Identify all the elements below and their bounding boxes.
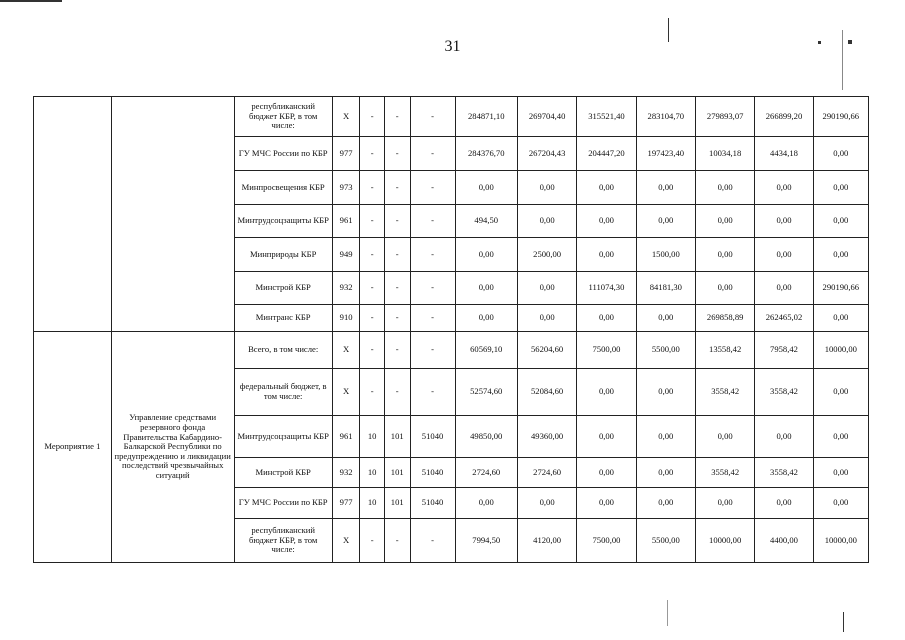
scan-artifact bbox=[668, 18, 669, 42]
expense-type-code-cell: - bbox=[410, 519, 455, 563]
value-cell: 0,00 bbox=[636, 369, 695, 416]
measure-cell: Мероприятие 1 bbox=[34, 332, 112, 563]
value-cell: 494,50 bbox=[455, 205, 517, 238]
section-code-cell: - bbox=[360, 137, 385, 171]
value-cell: 0,00 bbox=[636, 416, 695, 458]
value-cell: 0,00 bbox=[755, 416, 813, 458]
value-cell: 290190,66 bbox=[813, 97, 868, 137]
expense-type-code-cell: - bbox=[410, 205, 455, 238]
value-cell: 0,00 bbox=[577, 416, 636, 458]
value-cell: 197423,40 bbox=[636, 137, 695, 171]
value-cell: 0,00 bbox=[755, 488, 813, 519]
table-row bbox=[34, 97, 869, 137]
value-cell: 2500,00 bbox=[517, 238, 576, 272]
value-cell: 0,00 bbox=[813, 238, 868, 272]
section-code-cell: - bbox=[360, 305, 385, 332]
grbs-code-cell: X bbox=[332, 97, 360, 137]
scan-artifact bbox=[818, 41, 821, 44]
target-item-code-cell: - bbox=[384, 519, 410, 563]
value-cell: 0,00 bbox=[636, 205, 695, 238]
section-code-cell: 10 bbox=[360, 458, 385, 488]
expense-type-code-cell: 51040 bbox=[410, 416, 455, 458]
value-cell: 0,00 bbox=[695, 416, 754, 458]
value-cell: 290190,66 bbox=[813, 272, 868, 305]
value-cell: 10034,18 bbox=[695, 137, 754, 171]
grbs-code-cell: X bbox=[332, 332, 360, 369]
target-item-code-cell: 101 bbox=[384, 488, 410, 519]
value-cell: 111074,30 bbox=[577, 272, 636, 305]
section-code-cell: 10 bbox=[360, 488, 385, 519]
value-cell: 0,00 bbox=[636, 458, 695, 488]
value-cell: 0,00 bbox=[577, 205, 636, 238]
value-cell: 269704,40 bbox=[517, 97, 576, 137]
value-cell: 0,00 bbox=[577, 238, 636, 272]
value-cell: 49360,00 bbox=[517, 416, 576, 458]
value-cell: 7500,00 bbox=[577, 519, 636, 563]
value-cell: 7958,42 bbox=[755, 332, 813, 369]
section-code-cell: 10 bbox=[360, 416, 385, 458]
value-cell: 56204,60 bbox=[517, 332, 576, 369]
value-cell: 0,00 bbox=[813, 369, 868, 416]
section-code-cell: - bbox=[360, 519, 385, 563]
value-cell: 283104,70 bbox=[636, 97, 695, 137]
value-cell: 204447,20 bbox=[577, 137, 636, 171]
funding-source-cell: Минстрой КБР bbox=[234, 458, 332, 488]
target-item-code-cell: 101 bbox=[384, 458, 410, 488]
value-cell: 0,00 bbox=[636, 488, 695, 519]
value-cell: 49850,00 bbox=[455, 416, 517, 458]
funding-source-cell: Минприроды КБР bbox=[234, 238, 332, 272]
target-item-code-cell: - bbox=[384, 205, 410, 238]
target-item-code-cell: - bbox=[384, 332, 410, 369]
grbs-code-cell: 910 bbox=[332, 305, 360, 332]
grbs-code-cell: 932 bbox=[332, 272, 360, 305]
target-item-code-cell: - bbox=[384, 369, 410, 416]
funding-source-cell: ГУ МЧС России по КБР bbox=[234, 488, 332, 519]
funding-source-cell: федеральный бюджет, в том числе: bbox=[234, 369, 332, 416]
value-cell: 0,00 bbox=[695, 488, 754, 519]
value-cell: 2724,60 bbox=[517, 458, 576, 488]
value-cell: 0,00 bbox=[455, 305, 517, 332]
value-cell: 0,00 bbox=[517, 171, 576, 205]
value-cell: 84181,30 bbox=[636, 272, 695, 305]
value-cell: 60569,10 bbox=[455, 332, 517, 369]
value-cell: 0,00 bbox=[813, 416, 868, 458]
value-cell: 0,00 bbox=[755, 272, 813, 305]
value-cell: 0,00 bbox=[517, 272, 576, 305]
target-item-code-cell: - bbox=[384, 137, 410, 171]
value-cell: 284871,10 bbox=[455, 97, 517, 137]
value-cell: 10000,00 bbox=[695, 519, 754, 563]
expense-type-code-cell: - bbox=[410, 305, 455, 332]
scan-artifact bbox=[848, 40, 852, 44]
funding-source-cell: Минтрудсоцзащиты КБР bbox=[234, 416, 332, 458]
value-cell: 262465,02 bbox=[755, 305, 813, 332]
target-item-code-cell: - bbox=[384, 272, 410, 305]
grbs-code-cell: 961 bbox=[332, 205, 360, 238]
grbs-code-cell: 932 bbox=[332, 458, 360, 488]
value-cell: 0,00 bbox=[577, 369, 636, 416]
value-cell: 0,00 bbox=[695, 171, 754, 205]
expense-type-code-cell: - bbox=[410, 272, 455, 305]
value-cell: 7500,00 bbox=[577, 332, 636, 369]
expense-type-code-cell: 51040 bbox=[410, 458, 455, 488]
section-code-cell: - bbox=[360, 205, 385, 238]
funding-source-cell: республиканский бюджет КБР, в том числе: bbox=[234, 97, 332, 137]
value-cell: 4434,18 bbox=[755, 137, 813, 171]
value-cell: 0,00 bbox=[755, 171, 813, 205]
scan-artifact bbox=[842, 30, 843, 90]
grbs-code-cell: X bbox=[332, 519, 360, 563]
value-cell: 0,00 bbox=[695, 272, 754, 305]
value-cell: 0,00 bbox=[577, 458, 636, 488]
target-item-code-cell: - bbox=[384, 305, 410, 332]
grbs-code-cell: 973 bbox=[332, 171, 360, 205]
grbs-code-cell: 949 bbox=[332, 238, 360, 272]
value-cell: 10000,00 bbox=[813, 519, 868, 563]
value-cell: 0,00 bbox=[517, 205, 576, 238]
target-item-code-cell: - bbox=[384, 171, 410, 205]
value-cell: 0,00 bbox=[813, 171, 868, 205]
value-cell: 0,00 bbox=[813, 137, 868, 171]
section-code-cell: - bbox=[360, 238, 385, 272]
scan-artifact bbox=[667, 600, 668, 626]
target-item-code-cell: - bbox=[384, 97, 410, 137]
value-cell: 315521,40 bbox=[577, 97, 636, 137]
funding-source-cell: Минстрой КБР bbox=[234, 272, 332, 305]
value-cell: 269858,89 bbox=[695, 305, 754, 332]
value-cell: 0,00 bbox=[755, 238, 813, 272]
value-cell: 0,00 bbox=[455, 171, 517, 205]
funding-source-cell: Минпросвещения КБР bbox=[234, 171, 332, 205]
value-cell: 0,00 bbox=[813, 205, 868, 238]
executor-cell bbox=[111, 97, 234, 332]
value-cell: 4120,00 bbox=[517, 519, 576, 563]
value-cell: 0,00 bbox=[455, 488, 517, 519]
value-cell: 5500,00 bbox=[636, 519, 695, 563]
value-cell: 3558,42 bbox=[695, 369, 754, 416]
funding-source-cell: Всего, в том числе: bbox=[234, 332, 332, 369]
value-cell: 3558,42 bbox=[755, 369, 813, 416]
value-cell: 0,00 bbox=[636, 305, 695, 332]
value-cell: 0,00 bbox=[636, 171, 695, 205]
budget-table-body bbox=[34, 97, 869, 563]
value-cell: 267204,43 bbox=[517, 137, 576, 171]
value-cell: 0,00 bbox=[695, 238, 754, 272]
value-cell: 10000,00 bbox=[813, 332, 868, 369]
expense-type-code-cell: - bbox=[410, 238, 455, 272]
page-number: 31 bbox=[444, 38, 461, 55]
funding-source-cell: республиканский бюджет КБР, в том числе: bbox=[234, 519, 332, 563]
section-code-cell: - bbox=[360, 332, 385, 369]
target-item-code-cell: - bbox=[384, 238, 410, 272]
section-code-cell: - bbox=[360, 97, 385, 137]
section-code-cell: - bbox=[360, 171, 385, 205]
value-cell: 0,00 bbox=[577, 488, 636, 519]
grbs-code-cell: X bbox=[332, 369, 360, 416]
value-cell: 284376,70 bbox=[455, 137, 517, 171]
value-cell: 13558,42 bbox=[695, 332, 754, 369]
value-cell: 0,00 bbox=[813, 488, 868, 519]
value-cell: 0,00 bbox=[577, 171, 636, 205]
expense-type-code-cell: - bbox=[410, 137, 455, 171]
value-cell: 4400,00 bbox=[755, 519, 813, 563]
value-cell: 0,00 bbox=[813, 458, 868, 488]
value-cell: 52084,60 bbox=[517, 369, 576, 416]
funding-source-cell: ГУ МЧС России по КБР bbox=[234, 137, 332, 171]
value-cell: 0,00 bbox=[517, 488, 576, 519]
value-cell: 0,00 bbox=[517, 305, 576, 332]
expense-type-code-cell: - bbox=[410, 97, 455, 137]
value-cell: 3558,42 bbox=[755, 458, 813, 488]
value-cell: 279893,07 bbox=[695, 97, 754, 137]
section-code-cell: - bbox=[360, 369, 385, 416]
value-cell: 0,00 bbox=[577, 305, 636, 332]
table-row bbox=[34, 332, 869, 369]
funding-source-cell: Минтранс КБР bbox=[234, 305, 332, 332]
value-cell: 7994,50 bbox=[455, 519, 517, 563]
value-cell: 1500,00 bbox=[636, 238, 695, 272]
value-cell: 0,00 bbox=[755, 205, 813, 238]
scan-artifact bbox=[843, 612, 844, 632]
expense-type-code-cell: - bbox=[410, 369, 455, 416]
value-cell: 0,00 bbox=[695, 205, 754, 238]
section-code-cell: - bbox=[360, 272, 385, 305]
value-cell: 2724,60 bbox=[455, 458, 517, 488]
budget-table bbox=[33, 96, 869, 563]
target-item-code-cell: 101 bbox=[384, 416, 410, 458]
grbs-code-cell: 961 bbox=[332, 416, 360, 458]
scan-artifact bbox=[0, 0, 62, 2]
value-cell: 0,00 bbox=[455, 238, 517, 272]
expense-type-code-cell: - bbox=[410, 332, 455, 369]
measure-cell bbox=[34, 97, 112, 332]
value-cell: 3558,42 bbox=[695, 458, 754, 488]
grbs-code-cell: 977 bbox=[332, 137, 360, 171]
value-cell: 0,00 bbox=[813, 305, 868, 332]
value-cell: 0,00 bbox=[455, 272, 517, 305]
value-cell: 266899,20 bbox=[755, 97, 813, 137]
expense-type-code-cell: 51040 bbox=[410, 488, 455, 519]
funding-source-cell: Минтрудсоцзащиты КБР bbox=[234, 205, 332, 238]
value-cell: 52574,60 bbox=[455, 369, 517, 416]
grbs-code-cell: 977 bbox=[332, 488, 360, 519]
executor-cell: Управление средствами резервного фонда Правительства Кабардино-Балкарской Республики по предупреждению и ликвидации последствий чрезвычайных ситуаций bbox=[111, 332, 234, 563]
expense-type-code-cell: - bbox=[410, 171, 455, 205]
value-cell: 5500,00 bbox=[636, 332, 695, 369]
